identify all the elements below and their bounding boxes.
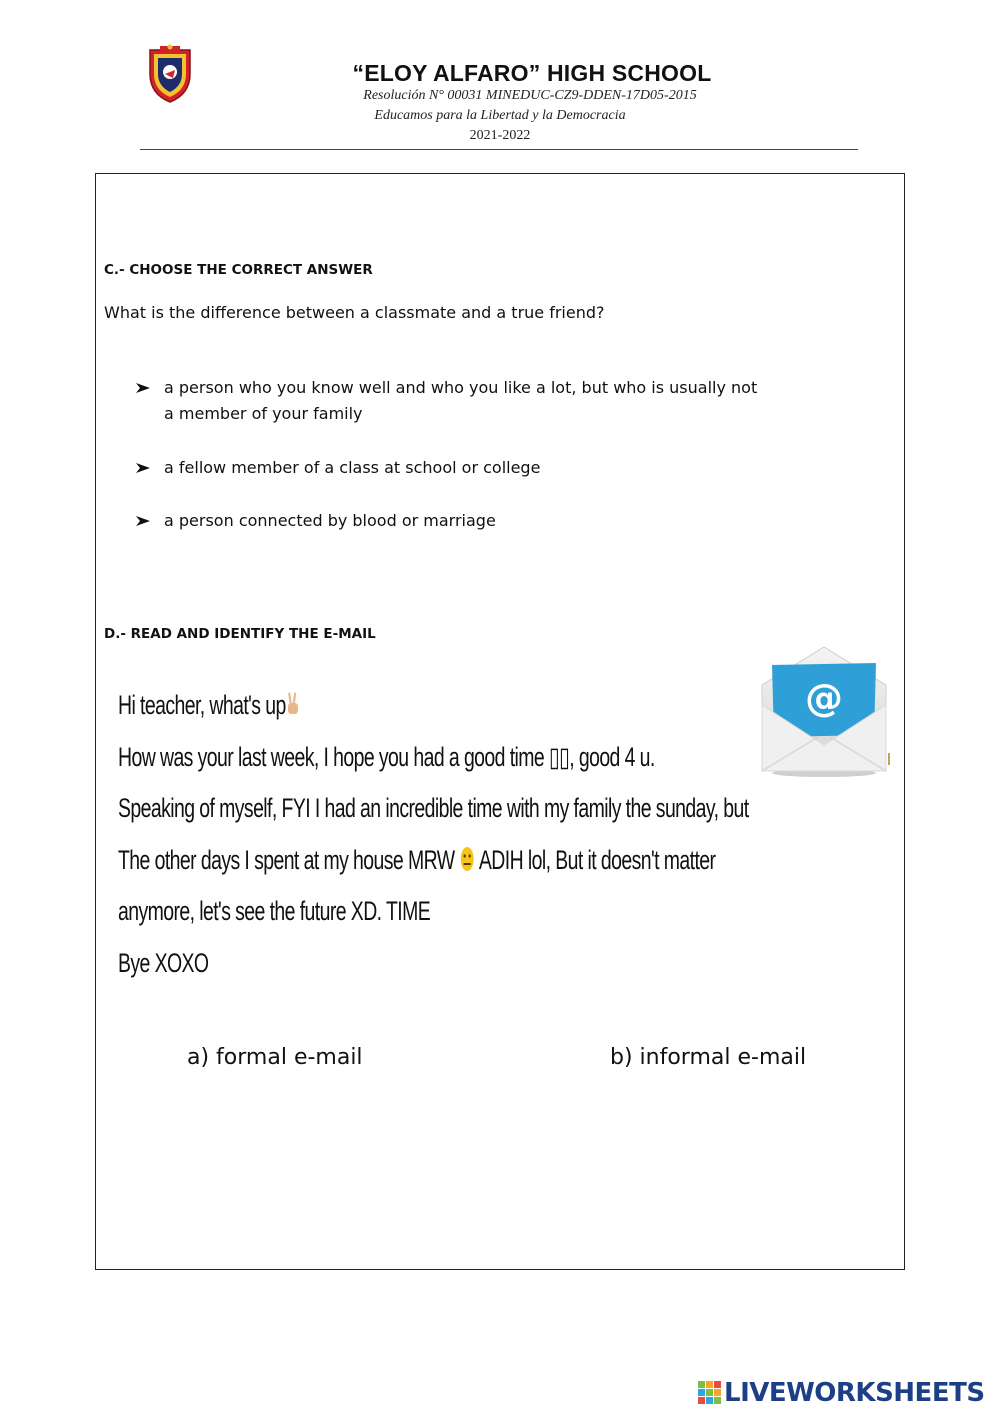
answer-informal-email[interactable]: b) informal e-mail (610, 1045, 807, 1070)
school-year: 2021-2022 (469, 128, 531, 143)
section-d-title: D.- READ AND IDENTIFY THE E-MAIL (104, 626, 376, 642)
option-2-text: a fellow member of a class at school or college (164, 458, 541, 477)
answer-option-1[interactable] (134, 375, 794, 427)
email-envelope-icon (758, 645, 892, 780)
peace-hand-icon (286, 692, 300, 716)
email-line-1: Hi teacher, what's up (118, 680, 749, 732)
section-c-title: C.- CHOOSE THE CORRECT ANSWER (104, 262, 373, 278)
email-line-2: How was your last week, I hope you had a good time ▯▯, good 4 u. (118, 741, 655, 772)
school-name: “ELOY ALFARO” HIGH SCHOOL (352, 60, 712, 86)
arrow-bullet-icon (134, 375, 152, 401)
option-1-line-2: a member of your family (164, 404, 363, 423)
school-motto: Educamos para la Libertad y la Democracia (374, 108, 626, 123)
email-line-4: The other days I spent at my house MRW ADIH lol, But it doesn't matter (118, 844, 716, 875)
answer-formal-email[interactable]: a) formal e-mail (187, 1045, 363, 1070)
section-c-question: What is the difference between a classmate and a true friend? (104, 303, 605, 322)
liveworksheets-logo-icon (698, 1381, 722, 1405)
answer-option-3[interactable] (134, 508, 794, 534)
arrow-bullet-icon (134, 508, 152, 534)
arrow-bullet-icon (134, 455, 152, 481)
option-3-text: a person connected by blood or marriage (164, 511, 496, 530)
svg-text:@: @ (805, 676, 843, 720)
email-line-5: anymore, let's see the future XD. TIME (118, 896, 431, 926)
header-divider (140, 149, 858, 150)
email-line-3: Speaking of myself, FYI I had an incredible time with my family the sunday, but (118, 793, 749, 823)
answer-option-2[interactable] (134, 455, 794, 481)
resolution-text: Resolución N° 00031 MINEDUC-CZ9-DDEN-17D05-2015 (363, 88, 697, 103)
email-line-6: Bye XOXO (118, 947, 209, 978)
option-1-line-1: a person who you know well and who you like a lot, but who is usually not (164, 378, 758, 397)
email-body (118, 680, 749, 989)
neutral-face-emoji-icon (459, 845, 475, 873)
liveworksheets-brand-text: LIVEWORKSHEETS (724, 1378, 985, 1408)
